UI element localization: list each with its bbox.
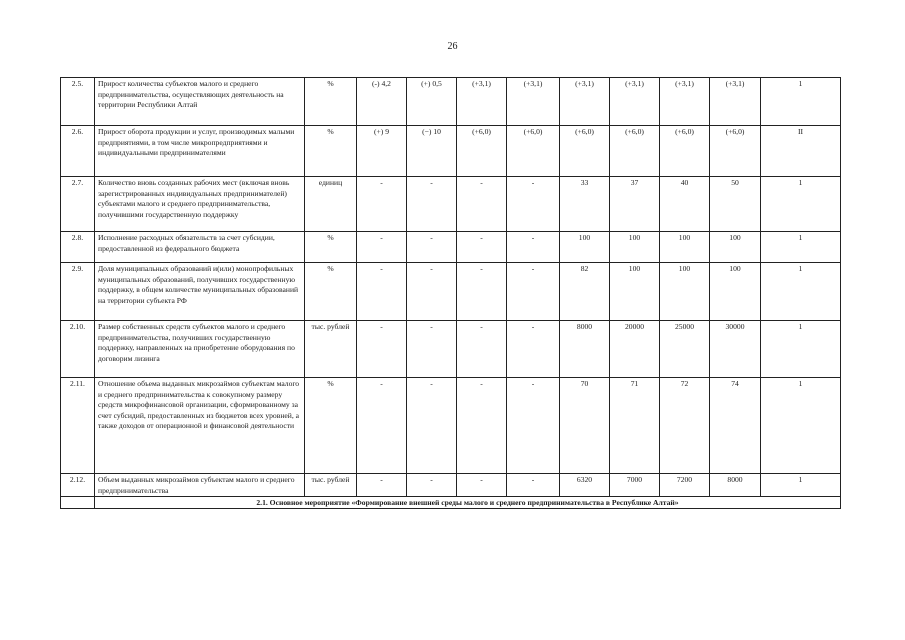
last-column-cell: 1 bbox=[761, 78, 841, 126]
value-cell: 50 bbox=[710, 177, 761, 232]
value-cell: (+6,0) bbox=[457, 126, 507, 177]
value-cell: 30000 bbox=[710, 321, 761, 378]
value-cell: (+3,1) bbox=[507, 78, 560, 126]
value-cell: (-) 4,2 bbox=[357, 78, 407, 126]
last-column-cell: 1 bbox=[761, 474, 841, 497]
indicator-name-cell: Исполнение расходных обязательств за счет субсидии, предоставленной из федерального бюджета bbox=[95, 232, 305, 263]
value-cell: - bbox=[457, 232, 507, 263]
value-cell: - bbox=[457, 378, 507, 474]
table-row bbox=[61, 126, 841, 177]
value-cell: 71 bbox=[610, 378, 660, 474]
unit-cell: тыс. рублей bbox=[305, 321, 357, 378]
value-cell: - bbox=[507, 474, 560, 497]
row-number-cell: 2.5. bbox=[61, 78, 95, 126]
value-cell: 100 bbox=[660, 232, 710, 263]
section-row bbox=[61, 497, 841, 509]
value-cell: - bbox=[457, 177, 507, 232]
value-cell: - bbox=[357, 474, 407, 497]
value-cell: - bbox=[407, 232, 457, 263]
value-cell: 8000 bbox=[560, 321, 610, 378]
indicator-name-cell: Прирост оборота продукции и услуг, производимых малыми предприятиями, в том числе микропредприятиями и индивидуальными предпринимателями bbox=[95, 126, 305, 177]
value-cell: (+3,1) bbox=[610, 78, 660, 126]
table-row bbox=[61, 378, 841, 474]
last-column-cell: 1 bbox=[761, 321, 841, 378]
table-row bbox=[61, 177, 841, 232]
value-cell: (+6,0) bbox=[560, 126, 610, 177]
value-cell: 100 bbox=[610, 263, 660, 321]
page-number: 26 bbox=[447, 41, 458, 52]
value-cell: (+) 9 bbox=[357, 126, 407, 177]
value-cell: - bbox=[507, 321, 560, 378]
value-cell: 100 bbox=[610, 232, 660, 263]
value-cell: (+3,1) bbox=[457, 78, 507, 126]
value-cell: (+6,0) bbox=[507, 126, 560, 177]
row-number-cell: 2.6. bbox=[61, 126, 95, 177]
table-row bbox=[61, 321, 841, 378]
value-cell: 100 bbox=[710, 263, 761, 321]
value-cell: - bbox=[357, 321, 407, 378]
indicator-name-cell: Доля муниципальных образований и(или) монопрофильных муниципальных образований, получивших государственную поддержку, в общем количестве муниципальных образований на территории субъекта РФ bbox=[95, 263, 305, 321]
value-cell: 40 bbox=[660, 177, 710, 232]
unit-cell: % bbox=[305, 378, 357, 474]
row-number-cell: 2.7. bbox=[61, 177, 95, 232]
table-row bbox=[61, 78, 841, 126]
value-cell: 7200 bbox=[660, 474, 710, 497]
value-cell: - bbox=[407, 378, 457, 474]
value-cell: 82 bbox=[560, 263, 610, 321]
table-row bbox=[61, 474, 841, 497]
row-number-cell: 2.11. bbox=[61, 378, 95, 474]
unit-cell: % bbox=[305, 126, 357, 177]
last-column-cell: 1 bbox=[761, 177, 841, 232]
value-cell: - bbox=[357, 177, 407, 232]
unit-cell: % bbox=[305, 263, 357, 321]
value-cell: - bbox=[457, 474, 507, 497]
row-number-cell: 2.12. bbox=[61, 474, 95, 497]
last-column-cell: II bbox=[761, 126, 841, 177]
unit-cell: % bbox=[305, 78, 357, 126]
indicator-name-cell: Отношение объема выданных микрозаймов субъектам малого и среднего предпринимательства к совокупному размеру средств микрофинансовой организации, сформированному за счет субсидий, предоставленных из бюджетов всех уровней, а также доходов от операционной и финансовой деятельности bbox=[95, 378, 305, 474]
value-cell: - bbox=[407, 177, 457, 232]
value-cell: - bbox=[507, 263, 560, 321]
value-cell: - bbox=[507, 232, 560, 263]
last-column-cell: 1 bbox=[761, 263, 841, 321]
value-cell: - bbox=[407, 474, 457, 497]
unit-cell: единиц bbox=[305, 177, 357, 232]
value-cell: - bbox=[507, 177, 560, 232]
value-cell: 100 bbox=[710, 232, 761, 263]
value-cell: 20000 bbox=[610, 321, 660, 378]
value-cell: (+6,0) bbox=[610, 126, 660, 177]
value-cell: 7000 bbox=[610, 474, 660, 497]
value-cell: 25000 bbox=[660, 321, 710, 378]
table-row bbox=[61, 263, 841, 321]
value-cell: (+3,1) bbox=[560, 78, 610, 126]
value-cell: - bbox=[357, 378, 407, 474]
unit-cell: тыс. рублей bbox=[305, 474, 357, 497]
section-number-cell bbox=[61, 497, 95, 509]
value-cell: (−) 10 bbox=[407, 126, 457, 177]
value-cell: 72 bbox=[660, 378, 710, 474]
value-cell: 70 bbox=[560, 378, 610, 474]
indicator-name-cell: Размер собственных средств субъектов малого и среднего предпринимательства, получивших государственную поддержку, направленных на приобретение оборудования по договорим лизинга bbox=[95, 321, 305, 378]
table-row bbox=[61, 232, 841, 263]
row-number-cell: 2.9. bbox=[61, 263, 95, 321]
value-cell: 6320 bbox=[560, 474, 610, 497]
value-cell: (+3,1) bbox=[660, 78, 710, 126]
value-cell: 33 bbox=[560, 177, 610, 232]
last-column-cell: 1 bbox=[761, 378, 841, 474]
unit-cell: % bbox=[305, 232, 357, 263]
value-cell: - bbox=[407, 263, 457, 321]
last-column-cell: 1 bbox=[761, 232, 841, 263]
value-cell: (+) 0,5 bbox=[407, 78, 457, 126]
value-cell: (+6,0) bbox=[660, 126, 710, 177]
section-title: 2.1. Основное мероприятие «Формирование внешней среды малого и среднего предпринимательства в Республике Алтай» bbox=[95, 497, 841, 509]
value-cell: - bbox=[357, 263, 407, 321]
value-cell: (+6,0) bbox=[710, 126, 761, 177]
indicators-table bbox=[60, 77, 841, 509]
indicator-name-cell: Прирост количества субъектов малого и среднего предпринимательства, осуществляющих деятельность на территории Республики Алтай bbox=[95, 78, 305, 126]
value-cell: 100 bbox=[660, 263, 710, 321]
value-cell: 100 bbox=[560, 232, 610, 263]
indicator-name-cell: Объем выданных микрозаймов субъектам малого и среднего предпринимательства bbox=[95, 474, 305, 497]
value-cell: 8000 bbox=[710, 474, 761, 497]
value-cell: - bbox=[357, 232, 407, 263]
row-number-cell: 2.10. bbox=[61, 321, 95, 378]
value-cell: - bbox=[507, 378, 560, 474]
value-cell: 74 bbox=[710, 378, 761, 474]
value-cell: (+3,1) bbox=[710, 78, 761, 126]
value-cell: 37 bbox=[610, 177, 660, 232]
value-cell: - bbox=[407, 321, 457, 378]
indicator-name-cell: Количество вновь созданных рабочих мест (включая вновь зарегистрированных индивидуальных предпринимателей) субъектами малого и среднего предпринимательства, получившими государственную поддержку bbox=[95, 177, 305, 232]
value-cell: - bbox=[457, 321, 507, 378]
row-number-cell: 2.8. bbox=[61, 232, 95, 263]
value-cell: - bbox=[457, 263, 507, 321]
